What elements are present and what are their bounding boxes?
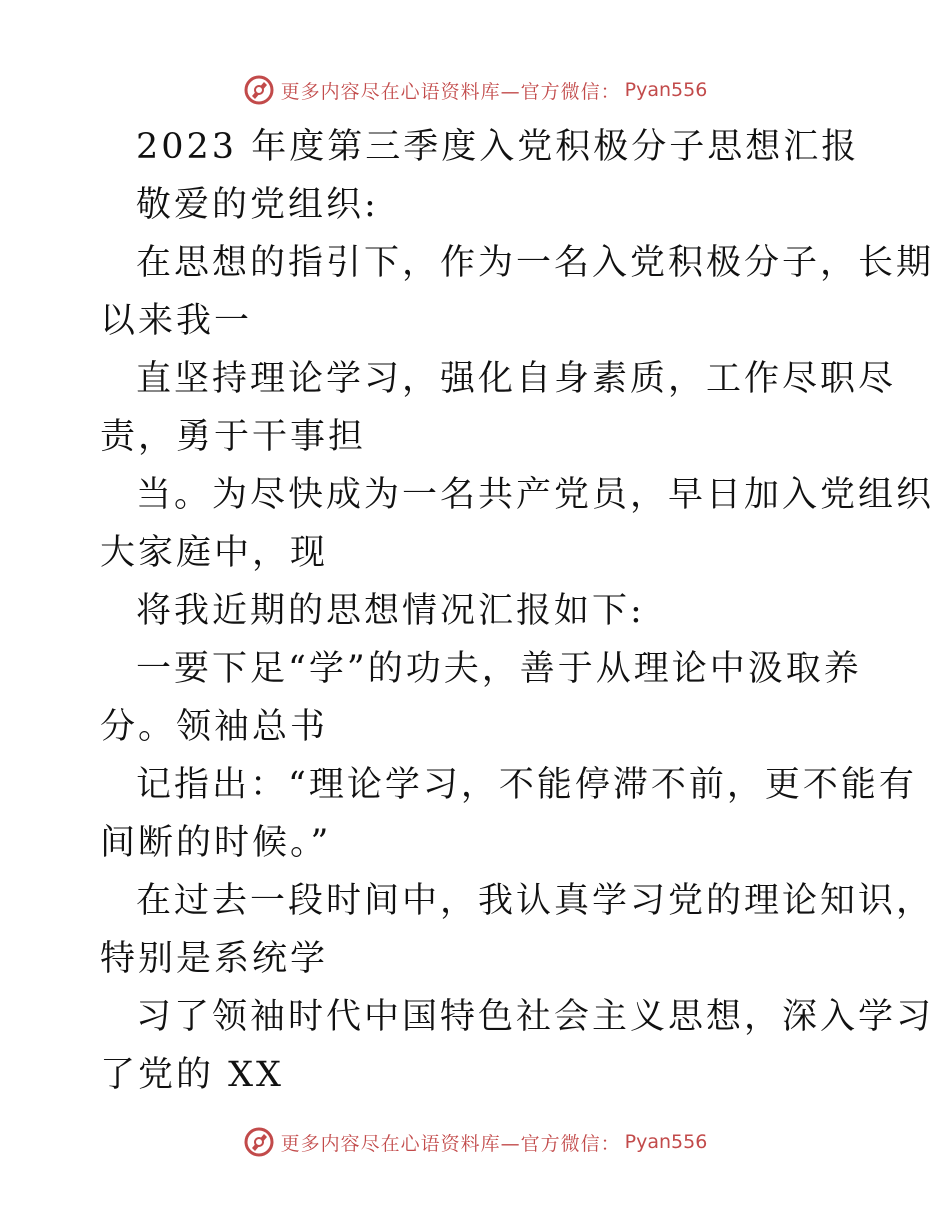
paragraph-line: 间断的时候。” [100, 823, 332, 863]
paragraph-line: 在思想的指引下，作为一名入党积极分子，长期 [136, 243, 935, 283]
paragraph-line: 当。为尽快成为一名共产党员，早日加入党组织 [136, 475, 935, 515]
logo-icon [243, 74, 275, 106]
paragraph-line: 在过去一段时间中，我认真学习党的理论知识， [136, 881, 935, 921]
paragraph-line: 直坚持理论学习，强化自身素质，工作尽职尽 [136, 359, 897, 399]
paragraph-line: 习了领袖时代中国特色社会主义思想，深入学习 [136, 997, 935, 1037]
salutation: 敬爱的党组织: [136, 185, 379, 225]
watermark-handle: Pyan556 [624, 79, 708, 101]
watermark-text: 更多内容尽在心语资料库—官方微信： [280, 80, 621, 103]
document-body [100, 118, 935, 1104]
watermark-handle: Pyan556 [624, 1131, 708, 1153]
logo-icon [243, 1126, 275, 1158]
paragraph-line: 将我近期的思想情况汇报如下: [136, 591, 645, 631]
paragraph-line: 大家庭中，现 [100, 533, 329, 573]
paragraph-line: 以来我一 [100, 301, 253, 341]
paragraph-line: 责，勇于干事担 [100, 417, 367, 457]
document-title: 2023 年度第三季度入党积极分子思想汇报 [136, 127, 860, 167]
paragraph-line: 记指出：“理论学习，不能停滞不前，更不能有 [136, 765, 917, 805]
paragraph-line: 分。领袖总书 [100, 707, 329, 747]
paragraph-line: 了党的 XX [100, 1055, 284, 1095]
paragraph-line: 特别是系统学 [100, 939, 329, 979]
watermark-text: 更多内容尽在心语资料库—官方微信： [280, 1132, 621, 1155]
header-watermark [0, 70, 950, 110]
paragraph-line: 一要下足“学”的功夫，善于从理论中汲取养 [136, 649, 862, 689]
footer-watermark [0, 1122, 950, 1162]
